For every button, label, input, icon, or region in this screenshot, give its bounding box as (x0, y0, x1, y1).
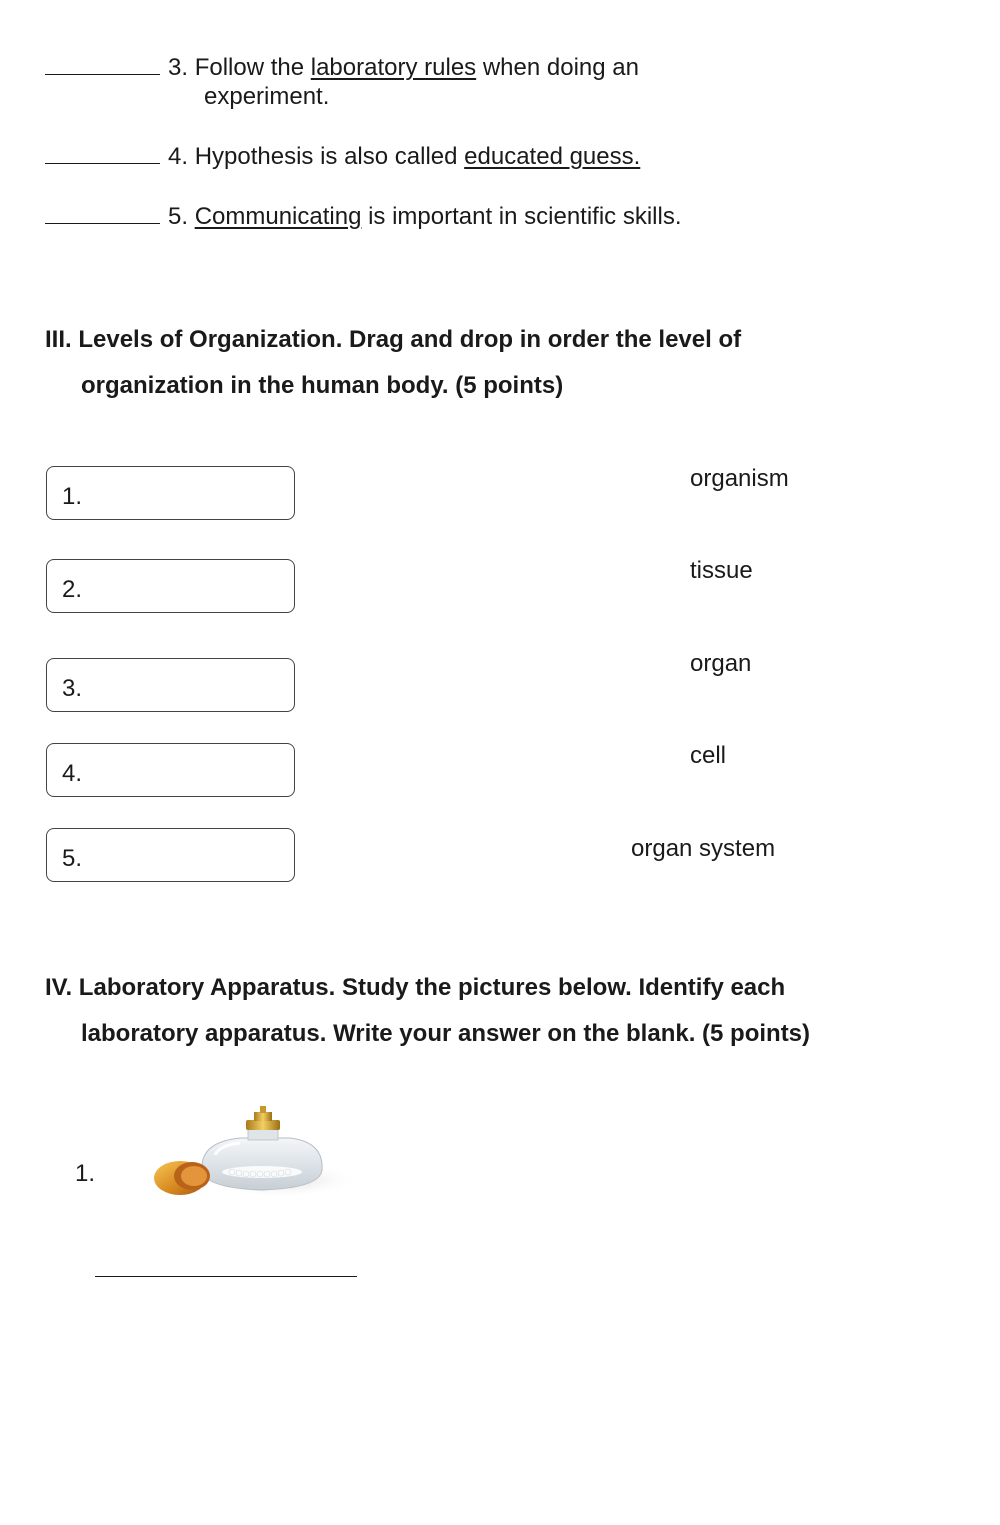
tf-item-5 (45, 201, 682, 232)
item-text: is important in scientific skills. (361, 203, 682, 230)
tf-item-3-continuation: experiment. (204, 83, 330, 110)
apparatus-item-number: 1. (75, 1160, 96, 1187)
underlined-term: laboratory rules (310, 54, 477, 81)
drop-slot-3[interactable] (46, 658, 295, 712)
slot-number: 1. (62, 483, 83, 510)
drop-slot-4[interactable] (46, 743, 295, 797)
item-number: 5. (168, 203, 189, 230)
slot-number: 2. (62, 576, 83, 603)
slot-number: 5. (62, 845, 83, 872)
underlined-term: Communicating (194, 203, 362, 230)
underlined-term: educated guess. (464, 143, 641, 170)
item-number: 4. (168, 143, 189, 170)
alcohol-lamp-icon (140, 1100, 365, 1205)
draggable-choice-organ-system[interactable]: organ system (631, 835, 776, 862)
item-text: Follow the (194, 54, 311, 81)
drop-slot-5[interactable] (46, 828, 295, 882)
slot-number: 4. (62, 760, 83, 787)
draggable-choice-organ[interactable]: organ (690, 650, 752, 677)
answer-blank[interactable] (45, 141, 160, 164)
tf-item-3 (45, 52, 639, 83)
section-4-heading-line2: laboratory apparatus. Write your answer on the blank. (5 points) (81, 1020, 811, 1047)
draggable-choice-tissue[interactable]: tissue (690, 557, 753, 584)
item-text: Hypothesis is also called (194, 143, 465, 170)
drop-slot-1[interactable] (46, 466, 295, 520)
item-text: when doing an (476, 54, 639, 81)
drop-slot-2[interactable] (46, 559, 295, 613)
apparatus-answer-blank[interactable] (95, 1276, 357, 1277)
draggable-choice-organism[interactable]: organism (690, 465, 789, 492)
draggable-choice-cell[interactable]: cell (690, 742, 727, 769)
section-3-heading-line2: organization in the human body. (5 points) (81, 372, 564, 399)
item-number: 3. (168, 54, 189, 81)
answer-blank[interactable] (45, 52, 160, 75)
tf-item-4 (45, 141, 640, 172)
slot-number: 3. (62, 675, 83, 702)
section-4-heading-line1: IV. Laboratory Apparatus. Study the pictures below. Identify each (45, 974, 786, 1001)
answer-blank[interactable] (45, 201, 160, 224)
section-3-heading-line1: III. Levels of Organization. Drag and drop in order the level of (45, 326, 742, 353)
